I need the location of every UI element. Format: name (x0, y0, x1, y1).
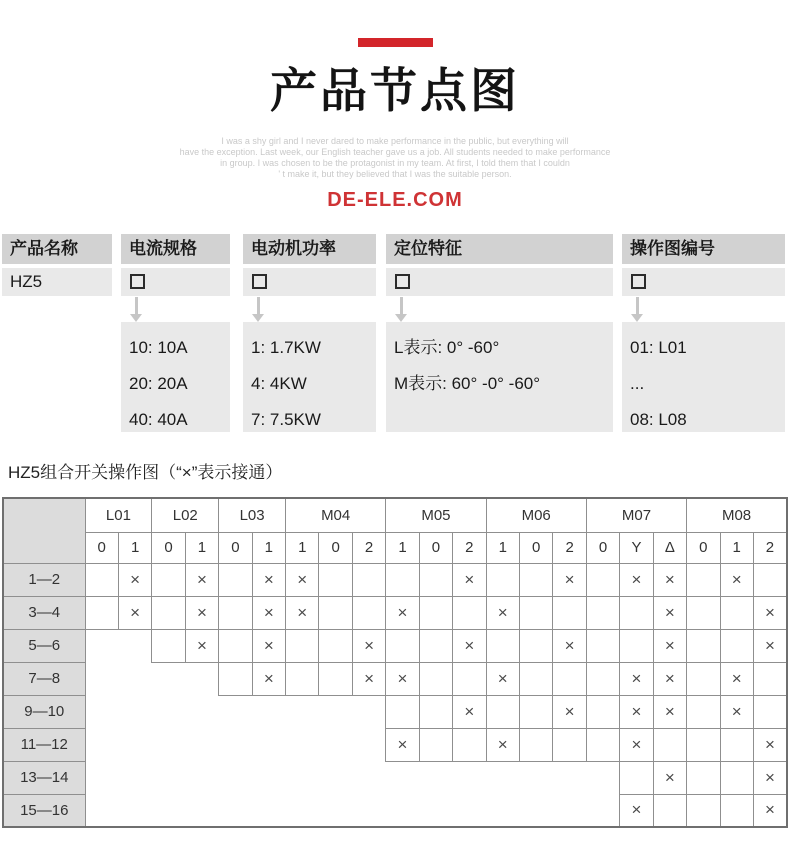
op-empty-cell (553, 728, 586, 761)
checkbox-icon (631, 274, 646, 289)
spec-option: 40: 40A (129, 410, 188, 429)
op-row-label: 7—8 (3, 662, 85, 695)
spec-option: 01: L01 (630, 338, 687, 357)
op-mark-cell: × (720, 563, 753, 596)
op-mark-cell: × (753, 761, 787, 794)
op-sub-header: 1 (118, 532, 151, 563)
op-empty-cell (519, 563, 552, 596)
spec-column-header: 定位特征 (386, 234, 613, 264)
op-mark-cell: × (720, 662, 753, 695)
op-empty-cell (687, 563, 720, 596)
op-blank-cell (185, 761, 218, 794)
op-empty-cell (753, 662, 787, 695)
spec-option: 4: 4KW (251, 374, 307, 393)
op-empty-cell (85, 563, 118, 596)
op-sub-header: 1 (386, 532, 419, 563)
op-sub-header: 0 (85, 532, 118, 563)
spec-column-header: 操作图编号 (622, 234, 785, 264)
spec-table (0, 234, 790, 434)
op-blank-cell (553, 794, 586, 827)
op-sub-header: Δ (653, 532, 686, 563)
op-empty-cell (687, 695, 720, 728)
op-empty-cell (720, 794, 753, 827)
op-empty-cell (586, 629, 619, 662)
op-blank-cell (286, 761, 319, 794)
op-group-header: L03 (219, 498, 286, 532)
op-empty-cell (419, 728, 452, 761)
spec-column-value (243, 268, 376, 296)
op-blank-cell (85, 629, 118, 662)
checkbox-icon (252, 274, 267, 289)
spec-option-list (386, 322, 613, 432)
spec-column-1 (2, 234, 112, 291)
op-blank-cell (319, 695, 352, 728)
op-row-label: 15—16 (3, 794, 85, 827)
op-mark-cell: × (620, 695, 653, 728)
op-blank-cell (152, 695, 185, 728)
spec-option: M表示: 60° -0° -60° (394, 374, 541, 393)
op-empty-cell (453, 662, 486, 695)
op-mark-cell: × (753, 728, 787, 761)
spec-option-list (622, 322, 785, 432)
op-mark-cell: × (553, 695, 586, 728)
op-group-header: M06 (486, 498, 586, 532)
op-mark-cell: × (486, 596, 519, 629)
arrow-head (395, 314, 407, 322)
spec-column-value (121, 268, 230, 296)
op-mark-cell: × (252, 662, 285, 695)
op-mark-cell: × (486, 662, 519, 695)
op-empty-cell (219, 629, 252, 662)
spec-option: 08: L08 (630, 410, 687, 429)
arrow-head (252, 314, 264, 322)
op-blank-cell (319, 761, 352, 794)
op-row-label: 5—6 (3, 629, 85, 662)
op-mark-cell: × (653, 596, 686, 629)
op-row-label: 3—4 (3, 596, 85, 629)
op-mark-cell: × (620, 794, 653, 827)
op-empty-cell (519, 596, 552, 629)
op-header-group-row (3, 498, 787, 532)
op-mark-cell: × (185, 629, 218, 662)
op-empty-cell (386, 695, 419, 728)
op-blank-cell (85, 728, 118, 761)
op-sub-header: 1 (486, 532, 519, 563)
op-mark-cell: × (386, 728, 419, 761)
op-blank-cell (519, 794, 552, 827)
op-empty-cell (753, 563, 787, 596)
op-blank-cell (453, 761, 486, 794)
arrow-down-icon (631, 297, 644, 322)
operation-table-wrap (2, 497, 788, 828)
op-blank-cell (219, 761, 252, 794)
op-empty-cell (687, 596, 720, 629)
op-blank-cell (118, 695, 151, 728)
op-sub-header: 0 (152, 532, 185, 563)
op-mark-cell: × (486, 728, 519, 761)
op-empty-cell (519, 728, 552, 761)
op-empty-cell (620, 761, 653, 794)
op-mark-cell: × (753, 596, 787, 629)
op-row (3, 794, 787, 827)
op-empty-cell (687, 761, 720, 794)
op-row-label: 9—10 (3, 695, 85, 728)
spec-column-header: 产品名称 (2, 234, 112, 264)
op-empty-cell (586, 695, 619, 728)
site-name: DE-ELE.COM (327, 189, 463, 211)
op-empty-cell (653, 794, 686, 827)
spec-column-5 (622, 234, 785, 429)
op-blank-cell (486, 761, 519, 794)
op-sub-header: 1 (286, 532, 319, 563)
arrow-head (631, 314, 643, 322)
op-group-header: L02 (152, 498, 219, 532)
op-sub-header: 2 (352, 532, 385, 563)
op-blank-cell (319, 794, 352, 827)
op-mark-cell: × (653, 761, 686, 794)
op-blank-cell (219, 794, 252, 827)
op-empty-cell (386, 563, 419, 596)
op-mark-cell: × (286, 563, 319, 596)
op-empty-cell (419, 695, 452, 728)
op-empty-cell (386, 629, 419, 662)
op-empty-cell (419, 662, 452, 695)
op-blank-cell (352, 728, 385, 761)
op-row (3, 761, 787, 794)
op-blank-cell (486, 794, 519, 827)
op-empty-cell (620, 596, 653, 629)
op-blank-cell (352, 761, 385, 794)
op-mark-cell: × (620, 563, 653, 596)
op-mark-cell: × (653, 563, 686, 596)
op-sub-header: 0 (419, 532, 452, 563)
op-blank-cell (419, 794, 452, 827)
arrow-down-icon (395, 297, 408, 322)
op-mark-cell: × (252, 629, 285, 662)
op-mark-cell: × (653, 695, 686, 728)
op-group-header: M04 (286, 498, 386, 532)
op-empty-cell (286, 662, 319, 695)
op-empty-cell (286, 629, 319, 662)
op-blank-cell (85, 794, 118, 827)
checkbox-icon (395, 274, 410, 289)
op-empty-cell (419, 629, 452, 662)
op-blank-cell (85, 662, 118, 695)
op-empty-cell (720, 596, 753, 629)
op-sub-header: 0 (219, 532, 252, 563)
op-blank-cell (453, 794, 486, 827)
op-blank-cell (352, 695, 385, 728)
op-blank-cell (152, 662, 185, 695)
spec-option: L表示: 0° -60° (394, 338, 500, 357)
op-row (3, 695, 787, 728)
op-mark-cell: × (620, 662, 653, 695)
op-mark-cell: × (553, 629, 586, 662)
op-blank-cell (118, 728, 151, 761)
op-empty-cell (486, 695, 519, 728)
spec-column-header: 电动机功率 (243, 234, 376, 264)
op-row (3, 662, 787, 695)
op-empty-cell (553, 662, 586, 695)
op-blank-cell (252, 695, 285, 728)
op-sub-header: 1 (185, 532, 218, 563)
spec-column-3 (243, 234, 376, 429)
op-mark-cell: × (185, 563, 218, 596)
op-empty-cell (486, 563, 519, 596)
op-row (3, 596, 787, 629)
op-blank-cell (118, 662, 151, 695)
op-empty-cell (419, 563, 452, 596)
spec-column-header: 电流规格 (121, 234, 230, 264)
op-mark-cell: × (386, 662, 419, 695)
op-mark-cell: × (252, 563, 285, 596)
op-blank-cell (386, 794, 419, 827)
op-blank-cell (152, 761, 185, 794)
op-empty-cell (352, 563, 385, 596)
op-group-header: L01 (85, 498, 152, 532)
op-empty-cell (419, 596, 452, 629)
arrow-line (400, 297, 403, 314)
op-empty-cell (586, 662, 619, 695)
op-blank-cell (252, 794, 285, 827)
op-empty-cell (152, 596, 185, 629)
op-row (3, 629, 787, 662)
op-mark-cell: × (453, 695, 486, 728)
op-sub-header: 0 (519, 532, 552, 563)
op-blank-cell (118, 761, 151, 794)
op-blank-cell (286, 794, 319, 827)
op-mark-cell: × (252, 596, 285, 629)
op-empty-cell (219, 662, 252, 695)
spec-column-value (622, 268, 785, 296)
op-group-header: M08 (687, 498, 787, 532)
op-mark-cell: × (386, 596, 419, 629)
op-mark-cell: × (553, 563, 586, 596)
watermark-text (0, 136, 790, 180)
op-empty-cell (453, 596, 486, 629)
spec-column-4 (386, 234, 613, 393)
op-empty-cell (720, 761, 753, 794)
accent-bar (358, 38, 433, 47)
op-mark-cell: × (185, 596, 218, 629)
watermark-line: I was a shy girl and I never dared to make performance in the public, but everything will (221, 136, 569, 146)
arrow-down-icon (130, 297, 143, 322)
spec-column-value (386, 268, 613, 296)
op-blank-cell (586, 794, 619, 827)
op-blank-cell (419, 761, 452, 794)
op-blank-cell (185, 662, 218, 695)
op-blank-cell (586, 761, 619, 794)
op-blank-cell (185, 695, 218, 728)
op-sub-header: 2 (753, 532, 787, 563)
op-blank-cell (252, 761, 285, 794)
op-blank-cell (185, 728, 218, 761)
checkbox-icon (130, 274, 145, 289)
spec-column-2 (121, 234, 230, 429)
operation-table (2, 497, 788, 828)
spec-option: 10: 10A (129, 338, 188, 357)
op-blank-cell (185, 794, 218, 827)
op-mark-cell: × (753, 794, 787, 827)
op-row-label: 1—2 (3, 563, 85, 596)
op-empty-cell (586, 728, 619, 761)
op-sub-header: 0 (319, 532, 352, 563)
spec-option-list (121, 322, 230, 432)
op-blank-cell (152, 794, 185, 827)
op-empty-cell (152, 563, 185, 596)
op-mark-cell: × (352, 629, 385, 662)
op-empty-cell (687, 662, 720, 695)
op-empty-cell (720, 728, 753, 761)
op-blank-cell (519, 761, 552, 794)
arrow-head (130, 314, 142, 322)
op-blank-cell (319, 728, 352, 761)
op-empty-cell (486, 629, 519, 662)
op-row-label: 13—14 (3, 761, 85, 794)
op-mark-cell: × (620, 728, 653, 761)
op-empty-cell (152, 629, 185, 662)
op-empty-cell (753, 695, 787, 728)
op-blank-cell (386, 761, 419, 794)
op-sub-header: 2 (453, 532, 486, 563)
op-empty-cell (519, 662, 552, 695)
op-empty-cell (720, 629, 753, 662)
op-blank-cell (553, 761, 586, 794)
op-empty-cell (319, 629, 352, 662)
op-mark-cell: × (653, 629, 686, 662)
op-empty-cell (620, 629, 653, 662)
op-empty-cell (519, 695, 552, 728)
op-empty-cell (553, 596, 586, 629)
op-blank-cell (219, 728, 252, 761)
op-blank-cell (85, 761, 118, 794)
op-empty-cell (586, 563, 619, 596)
op-sub-header: 1 (720, 532, 753, 563)
op-row (3, 728, 787, 761)
op-empty-cell (653, 728, 686, 761)
op-blank-cell (219, 695, 252, 728)
op-sub-header: 0 (687, 532, 720, 563)
op-empty-cell (319, 596, 352, 629)
page-title: 产品节点图 (270, 64, 520, 117)
op-empty-cell (85, 596, 118, 629)
op-empty-cell (453, 728, 486, 761)
op-mark-cell: × (286, 596, 319, 629)
spec-option: 1: 1.7KW (251, 338, 321, 357)
op-blank-cell (252, 728, 285, 761)
op-sub-header: 1 (252, 532, 285, 563)
op-sub-header: 0 (586, 532, 619, 563)
op-mark-cell: × (653, 662, 686, 695)
op-mark-cell: × (352, 662, 385, 695)
arrow-line (636, 297, 639, 314)
watermark-line: ' t make it, but they believed that I was the suitable person. (278, 169, 512, 179)
op-corner-cell (3, 498, 85, 563)
op-sub-header: Y (620, 532, 653, 563)
op-empty-cell (519, 629, 552, 662)
spec-option: 20: 20A (129, 374, 188, 393)
op-blank-cell (118, 629, 151, 662)
op-blank-cell (85, 695, 118, 728)
watermark-line: in group. I was chosen to be the protagonist in my team. At first, I told them that I couldn (220, 158, 570, 168)
op-blank-cell (152, 728, 185, 761)
op-mark-cell: × (453, 629, 486, 662)
spec-option: ... (630, 374, 645, 393)
op-blank-cell (286, 728, 319, 761)
arrow-down-icon (252, 297, 265, 322)
op-mark-cell: × (118, 563, 151, 596)
spec-option: 7: 7.5KW (251, 410, 321, 429)
op-blank-cell (118, 794, 151, 827)
op-blank-cell (286, 695, 319, 728)
op-mark-cell: × (720, 695, 753, 728)
operation-table-heading: HZ5组合开关操作图（“×”表示接通） (8, 463, 283, 482)
op-row-label: 11—12 (3, 728, 85, 761)
op-blank-cell (352, 794, 385, 827)
op-empty-cell (219, 596, 252, 629)
op-empty-cell (687, 728, 720, 761)
op-group-header: M05 (386, 498, 486, 532)
op-mark-cell: × (753, 629, 787, 662)
arrow-line (257, 297, 260, 314)
op-empty-cell (687, 794, 720, 827)
op-empty-cell (687, 629, 720, 662)
spec-option-list (243, 322, 376, 432)
op-row (3, 563, 787, 596)
watermark-line: have the exception. Last week, our English teacher gave us a job. All students needed to make performance (179, 147, 611, 157)
op-empty-cell (352, 596, 385, 629)
op-empty-cell (586, 596, 619, 629)
op-group-header: M07 (586, 498, 686, 532)
arrow-line (135, 297, 138, 314)
op-sub-header: 2 (553, 532, 586, 563)
op-empty-cell (319, 563, 352, 596)
op-empty-cell (319, 662, 352, 695)
op-mark-cell: × (453, 563, 486, 596)
op-empty-cell (219, 563, 252, 596)
spec-column-value: HZ5 (2, 268, 112, 296)
op-mark-cell: × (118, 596, 151, 629)
op-header-sub-row (3, 532, 787, 563)
